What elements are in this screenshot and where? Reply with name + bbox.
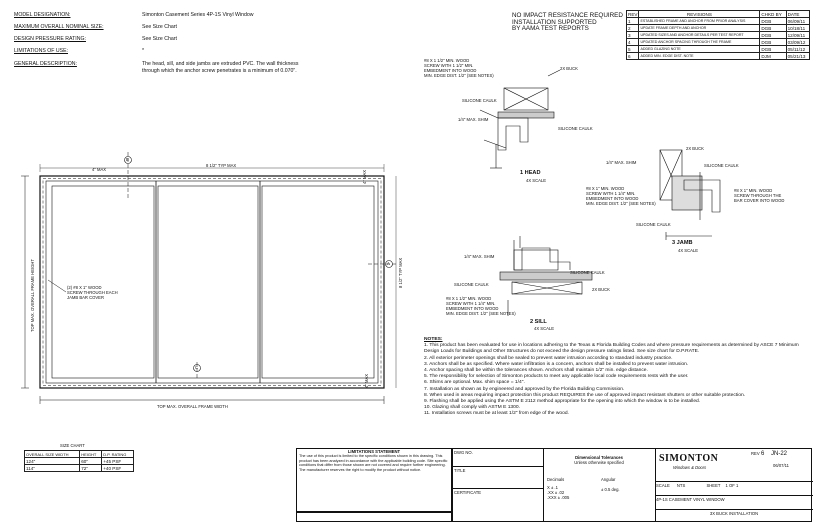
jamb-caulk-2: SILICONE CAULK (636, 222, 671, 227)
company-block (655, 449, 811, 521)
size-chart-row (25, 458, 134, 465)
general-value-2: through which the anchor screw penetrates is a minimum of 0.070". (142, 68, 297, 74)
product-title: 4P-1S CASEMENT VINYL WINDOW (655, 495, 813, 503)
size-chart-row (25, 465, 134, 472)
frame-height-label: TOP MAX. OVERALL FRAME HEIGHT (30, 259, 35, 332)
size-chart-header-cell: D.P. RATING (102, 451, 134, 458)
jamb-screw-callout-4: MIN. EDGE DIST. 1/2" (SEE NOTES) (586, 201, 656, 206)
head-caulk-2: SILICONE CAULK (558, 126, 593, 131)
sheet-label: SHEET (706, 483, 721, 488)
revision-cell: ADDED MIN. EDGE DIST. NOTE (639, 53, 760, 60)
size-chart-cell: +40 PSF (102, 465, 134, 472)
note-item: 7. Installation as shown as by engineered and approved by the Florida Building Commission. (424, 386, 625, 392)
revision-cell: DGB (760, 46, 786, 53)
revision-cell: 05/11/12 (786, 46, 809, 53)
size-chart-cell: 72" (80, 465, 102, 472)
limitations-label: LIMITATIONS OF USE: (14, 48, 68, 54)
jamb-buck-label: 2X BUCK (686, 146, 704, 151)
size-chart-cell: 124" (25, 458, 80, 465)
revision-cell: 1 (627, 18, 639, 25)
window-elevation (21, 152, 396, 404)
dim-right-mid-label: 8 1/2" TYP MAX (398, 257, 403, 288)
cert-label: CERTIFICATE (453, 488, 543, 496)
sill-detail-scale: 4X SCALE (534, 326, 555, 331)
head-screw-callout-4: MIN. EDGE DIST. 1/2" (SEE NOTES) (424, 73, 494, 78)
revision-cell: 12/09/11 (786, 32, 809, 39)
revision-cell: ESTABLISHED FRAME AND ANCHOR FROM PRIOR ANALYSIS (639, 18, 760, 25)
section-marker-a: A (387, 261, 390, 266)
design-pressure-label: DESIGN PRESSURE RATING: (14, 36, 86, 42)
size-chart-cell: 114" (25, 465, 80, 472)
angle-label: Angular (601, 477, 616, 482)
impact-note-line-1: NO IMPACT RESISTANCE REQUIRED (512, 12, 623, 19)
limitations-box-text: The use of this product is limited to the specific conditions shown in this drawing. This product has been analyzed in accordance with the applicable building code. Site specific conditions that differ from those shown are not covered and require further engineering. The manufacturer reserves the right to modify the product without notice. (299, 454, 448, 472)
revision-cell: DGB (760, 39, 786, 46)
limitations-box-title: LIMITATIONS STATEMENT (347, 449, 401, 454)
scale-value: NTS (676, 483, 686, 488)
revision-cell: DGB (760, 25, 786, 32)
jamb-screw-callout-2: SCREW WITH 1 1/4" MIN. (586, 191, 636, 196)
jamb-right-callout-2: SCREW THROUGH THE (734, 193, 782, 198)
revision-header-cell: CHKD BY (760, 11, 786, 18)
limitations-box (296, 448, 452, 512)
dwg-no-label: DWG NO. (454, 450, 473, 455)
revision-cell: DGB (760, 18, 786, 25)
general-value-1: The head, sill, and side jambs are extruded PVC. The wall thickness (142, 61, 299, 67)
revision-cell: 3 (627, 32, 639, 39)
angle-val: ± 0.5 deg. (601, 487, 620, 492)
note-item: 3. Anchors shall be as specified. Where water infiltration is a concern, anchors shall be installed to prevent water intrusion. (424, 361, 689, 367)
head-caulk-1: SILICONE CAULK (462, 98, 497, 103)
size-chart-cell: 60" (80, 458, 102, 465)
jamb-screw-callout-3: EMBEDMENT INTO WOOD (586, 196, 639, 201)
revision-cell: UPDATE FRAME DEPTH AND ANCHOR (639, 25, 760, 32)
sill-detail-title: 2 SILL (530, 319, 547, 325)
dim-right-bot-label: 4" MAX (364, 373, 369, 388)
sill-screw-callout-2: SCREW WITH 1 1/4" MIN. (446, 301, 496, 306)
sill-shim-label: 1/4" MAX. SHIM (464, 254, 495, 259)
decimal-val-3: .XXX ± .005 (547, 495, 570, 500)
jamb-caulk-1: SILICONE CAULK (704, 163, 739, 168)
limitations-value: * (142, 48, 145, 54)
decimal-val-2: .XX ± .02 (547, 490, 565, 495)
notes-title: NOTES: (424, 337, 443, 342)
anchor-callout-3: JAMB BAR COVER (67, 295, 104, 300)
revision-cell: ADDED GLAZING NOTE (639, 46, 760, 53)
jamb-detail-title: 3 JAMB (672, 240, 693, 246)
sill-detail-linework (500, 236, 592, 316)
general-label: GENERAL DESCRIPTION: (14, 61, 77, 67)
notes-block (424, 337, 810, 418)
scale-label: SCALE (656, 483, 670, 488)
head-detail-scale: 4X SCALE (526, 178, 547, 183)
revision-cell: 03/09/12 (786, 39, 809, 46)
impact-note-line-3: BY AAMA TEST REPORTS (512, 25, 589, 33)
head-screw-callout-3: EMBEDMENT INTO WOOD (424, 68, 477, 73)
note-item: 2. All exterior perimeter openings shall be sealed to prevent water intrusion according to standard industry practice. (424, 355, 673, 361)
head-detail-linework (480, 70, 560, 168)
design-pressure-value: See Size Chart (142, 36, 177, 42)
revision-cell: 6 (627, 53, 639, 60)
note-item: 10. Glazing shall comply with ASTM E 1300. (424, 405, 520, 411)
decimal-label: Decimals (547, 477, 565, 482)
size-chart-header-cell: OVERALL SIZE WIDTH (25, 451, 80, 458)
anchor-callout-1: (2) #8 X 1" WOOD (67, 285, 102, 290)
size-chart-title: SIZE CHART (60, 443, 85, 448)
sill-screw-callout-1: #8 X 1 1/2" MIN. WOOD (446, 296, 492, 301)
revision-header-cell: REV (628, 11, 638, 17)
max-size-label: MAXIMUM OVERALL NOMINAL SIZE: (14, 24, 104, 30)
title-block-left (453, 449, 544, 521)
note-item: 9. Flashing shall be applied using the ASTM E 2112 method appropriate for the opening into which the window is to be installed. (424, 399, 701, 405)
model-value: Simonton Casement Series 4P-1S Vinyl Window (142, 12, 254, 18)
revision-cell: 5 (627, 46, 639, 53)
sill-caulk-2: SILICONE CAULK (454, 282, 489, 287)
company-sub: Windows & Doors (673, 465, 707, 470)
note-item: 5. The responsibility for selection of Simonton products to meet any applicable local code requirements rests with the user. (424, 374, 689, 380)
sheet-value: 1 OF 1 (725, 483, 739, 488)
date-value: 06/07/11 (773, 463, 789, 468)
company-name: SIMONTON (659, 453, 719, 464)
size-chart-header-cell: HEIGHT (80, 451, 102, 458)
revision-cell: 4 (627, 39, 639, 46)
revision-cell: DJM (760, 53, 786, 60)
dim-right-top-label: 4" MAX (362, 169, 367, 184)
revision-header-cell: DATE (786, 11, 809, 18)
section-marker-c: C (195, 365, 199, 370)
size-chart-header-row (25, 451, 134, 458)
tolerance-block (543, 449, 656, 521)
revision-cell: UPDATED ANCHOR SPACING THROUGH THE FRAME (639, 39, 760, 46)
revision-cell: DGB (760, 32, 786, 39)
section-marker-b: B (126, 157, 129, 162)
revision-cell: 05/21/13 (786, 53, 809, 60)
sill-screw-callout-4: MIN. EDGE DIST. 1/2" (SEE NOTES) (446, 311, 516, 316)
limitations-footer (296, 512, 452, 522)
tolerance-title: Dimensional Tolerances (575, 455, 623, 460)
install-label: 3X BUCK INSTALLATION (655, 509, 813, 517)
head-screw-callout-1: #8 X 1 1/2" MIN. WOOD (424, 58, 470, 63)
size-chart-cell: +45 PSF (102, 458, 134, 465)
note-item: 11. Installation screws must be at least 1/2" from edge of the wood. (424, 411, 569, 417)
note-item: 6. Shims are optional. Max. shim space = 1/4". (424, 380, 525, 386)
revision-cell: 2 (627, 25, 639, 32)
note-item: 8. When used in areas requiring impact protection this product REQUIRES the use of approved impact resistant shutters or other suitable protection. (424, 392, 746, 398)
frame-width-label: TOP MAX. OVERALL FRAME WIDTH (157, 404, 228, 409)
note-item: 1. This product has been evaluated for use in locations adhering to the Texas & Florida Building Codes and where pressure requirements as determined by ASCE 7 Minimum Design Loads for Buildings and Other Structures do not exceed the design pressure ratings listed. See size chart for D.P.RATE. (424, 343, 799, 355)
sill-caulk-1: SILICONE CAULK (570, 270, 605, 275)
jamb-right-callout-1: #8 X 1" MIN. WOOD (734, 188, 773, 193)
rev-label: REV (751, 451, 760, 456)
revision-cell: UPDATED SIZES AND ANCHOR DETAILS PER TEST REPORT (639, 32, 760, 39)
decimal-val-1: X ± .1 (547, 485, 558, 490)
rev-value: 6 (761, 451, 765, 457)
head-screw-callout-2: SCREW WITH 1 1/2" MIN. (424, 63, 474, 68)
sill-screw-callout-3: EMBEDMENT INTO WOOD (446, 306, 499, 311)
title-label: TITLE (453, 466, 543, 474)
anchor-callout-2: SCREW THROUGH EACH (67, 290, 118, 295)
dim-top-mid-label: 8 1/2" TYP MAX (206, 163, 237, 168)
impact-note-line-2: INSTALLATION SUPPORTED (512, 18, 597, 26)
jamb-right-callout-3: BAR COVER INTO WOOD (734, 198, 785, 203)
size-chart-table (24, 450, 134, 472)
revision-cell: 10/18/11 (786, 25, 809, 32)
jamb-screw-callout-1: #8 X 1" MIN. WOOD (586, 186, 625, 191)
note-item: 4. Anchor spacing shall be within the tolerances shown. Anchors shall maintain 1/2" min. edge distance. (424, 368, 648, 374)
jamb-shim-label: 1/4" MAX. SHIM (606, 160, 637, 165)
dim-top-left-label: 4" MAX (92, 167, 107, 172)
head-shim-label: 1/4" MAX. SHIM (458, 117, 489, 122)
model-label: MODEL DESIGNATION: (14, 12, 71, 18)
head-buck-label: 2X BUCK (560, 66, 578, 71)
scale-row (655, 481, 813, 489)
dwg-value: JN-22 (771, 451, 788, 457)
title-block (452, 448, 812, 522)
revision-header-cell: REVISIONS (639, 11, 760, 18)
head-detail-title: 1 HEAD (520, 170, 541, 176)
sill-buck-label: 2X BUCK (592, 287, 610, 292)
tolerance-sub: Unless otherwise specified (574, 460, 624, 465)
jamb-detail-scale: 4X SCALE (678, 248, 699, 253)
revision-cell: 06/09/11 (786, 18, 809, 25)
max-size-value: See Size Chart (142, 24, 177, 30)
